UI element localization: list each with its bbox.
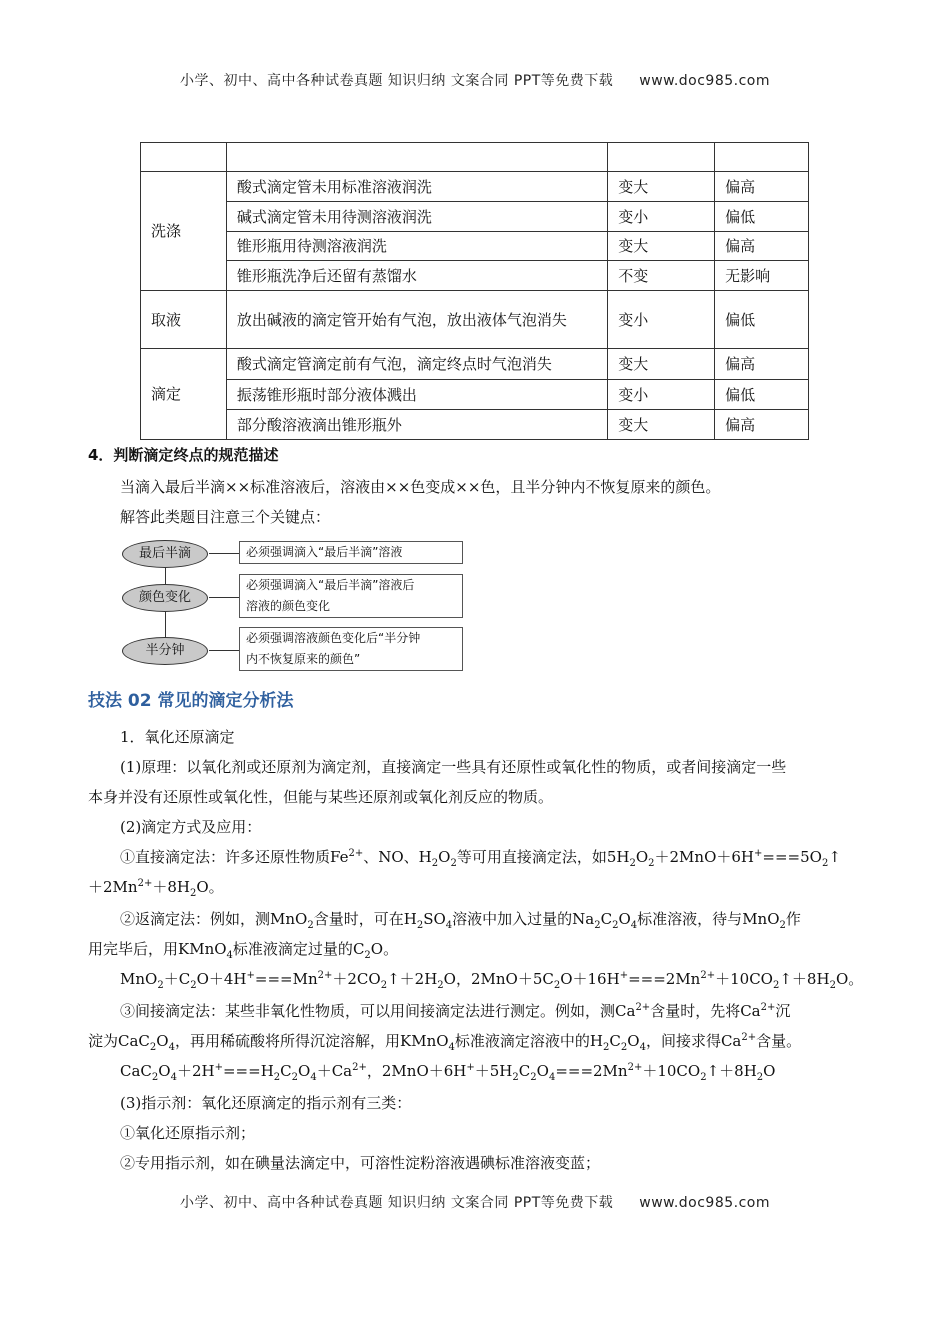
equation-line: $MnO_2+C_2O+4H^+===Mn^{2+}+2CO_2↑+2H_2O$，$2MnO+5C_2O+16H^+===2Mn^{2+}+10CO_2↑+8H_2O$。 (120, 970, 864, 991)
equation-line: $CaC_2O_4+2H^+===H_2C_2O_4+Ca^{2+}$，$2MnO+6H^++5H_2C_2O_4===2Mn^{2+}+10CO_2↑+8H_2O$ (120, 1062, 776, 1083)
error-analysis-table (140, 142, 809, 440)
operation-cell: 碱式滴定管未用待测溶液润洗 (226, 202, 607, 232)
paragraph: (1)原理：以氧化剂或还原剂为滴定剂，直接滴定一些具有还原性或氧化性的物质，或者间接滴定一些 (120, 758, 787, 776)
text-run: 含量时，可在 (313, 910, 404, 928)
table-row (141, 261, 809, 291)
key-point-3-desc-line-2: 内不恢复原来的颜色” (246, 652, 361, 666)
concentration-cell: 偏高 (715, 410, 809, 440)
header-url[interactable]: www.doc985.com (639, 73, 771, 89)
operation-cell: 锥形瓶用待测溶液润洗 (226, 232, 607, 261)
key-point-1-desc: 必须强调滴入“最后半滴”溶液 (239, 541, 463, 564)
concentration-cell: 无影响 (715, 261, 809, 291)
concentration-cell: 偏低 (715, 202, 809, 232)
text-run: 作 (785, 910, 801, 928)
paragraph: 当滴入最后半滴××标准溶液后，溶液由××色变成××色，且半分钟内不恢复原来的颜色。 (120, 478, 721, 496)
connector-line (209, 597, 239, 598)
text-run: ②返滴定法：例如，测 (120, 910, 271, 928)
operation-cell: 酸式滴定管未用标准溶液润洗 (226, 172, 607, 202)
volume-cell: 变大 (608, 349, 715, 380)
equation-line: $+2Mn^{2+}+8H_2O$。 (88, 878, 224, 899)
table-row (141, 349, 809, 380)
page-footer (0, 1192, 950, 1212)
category-cell: 滴定 (141, 349, 227, 440)
paragraph: ②专用指示剂，如在碘量法滴定中，可溶性淀粉溶液遇碘标准溶液变蓝； (120, 1154, 601, 1172)
volume-cell: 变小 (608, 291, 715, 349)
footer-text: 小学、初中、高中各种试卷真题 知识归纳 文案合同 PPT等免费下载 (179, 1195, 614, 1211)
connector-line (209, 553, 239, 554)
text-run: 用完毕后，用 (88, 940, 179, 958)
text-run: 含量时，先将 (650, 1002, 741, 1020)
volume-cell: 变大 (608, 410, 715, 440)
paragraph: 本身并没有还原性或氧化性，但能与某些还原剂或氧化剂反应的物质。 (88, 788, 554, 806)
key-point-3: 半分钟 (122, 637, 208, 665)
table-row (141, 291, 809, 349)
text-run: 含量。 (756, 1032, 802, 1050)
concentration-cell: 偏高 (715, 172, 809, 202)
key-point-1: 最后半滴 (122, 540, 208, 568)
table-row (141, 232, 809, 261)
paragraph: 1．氧化还原滴定 (120, 728, 235, 746)
text-run: ，间接求得 (645, 1032, 721, 1050)
table-header-row (141, 143, 809, 172)
paragraph: (2)滴定方式及应用： (120, 818, 262, 836)
key-point-3-desc (239, 627, 463, 671)
text-run: 标准液滴定过量的 (232, 940, 353, 958)
text-run: ③间接滴定法：某些非氧化性物质，可以用间接滴定法进行测定。例如，测 (120, 1002, 616, 1020)
paragraph: 用完毕后，用KMnO$_4$标准液滴定过量的$C_2O$。 (88, 940, 399, 961)
volume-cell: 变小 (608, 202, 715, 232)
operation-cell: 锥形瓶洗净后还留有蒸馏水 (226, 261, 607, 291)
category-cell: 洗涤 (141, 172, 227, 291)
section-title: 技法 02 常见的滴定分析法 (88, 691, 294, 711)
key-point-3-desc-line-1: 必须强调溶液颜色变化后“半分钟 (246, 631, 421, 645)
page-header (0, 70, 950, 90)
category-cell: 取液 (141, 291, 227, 349)
table-row (141, 202, 809, 232)
text-run: 溶液中加入过量的 (452, 910, 573, 928)
table-row (141, 172, 809, 202)
text-run: 标准溶液，待与 (637, 910, 743, 928)
key-point-2-desc-line-1: 必须强调滴入“最后半滴”溶液后 (246, 578, 415, 592)
concentration-cell: 偏低 (715, 291, 809, 349)
text-run: 沉 (775, 1002, 791, 1020)
operation-cell: 酸式滴定管滴定前有气泡，滴定终点时气泡消失 (226, 349, 607, 380)
key-point-2-desc-line-2: 溶液的颜色变化 (246, 599, 331, 613)
paragraph: (3)指示剂：氧化还原滴定的指示剂有三类： (120, 1094, 412, 1112)
volume-cell: 变小 (608, 380, 715, 410)
text-run: ，再用稀硫酸将所得沉淀溶解，用 (174, 1032, 400, 1050)
paragraph: 解答此类题目注意三个关键点： (120, 508, 331, 526)
operation-cell: 振荡锥形瓶时部分液体溅出 (226, 380, 607, 410)
concentration-cell: 偏低 (715, 380, 809, 410)
table-row (141, 380, 809, 410)
paragraph: ①直接滴定法：许多还原性物质$Fe^{2+}$、NO、$H_2O_2$等可用直接滴定法，如$5H_2O_2+2MnO+6H^+===5O_2↑$ (120, 848, 841, 869)
key-point-2: 颜色变化 (122, 584, 208, 612)
paragraph: ①氧化还原指示剂； (120, 1124, 256, 1142)
text-run: 标准液滴定溶液中的 (454, 1032, 590, 1050)
volume-cell: 变大 (608, 232, 715, 261)
volume-cell: 变大 (608, 172, 715, 202)
section-4-heading: 4．判断滴定终点的规范描述 (88, 446, 279, 464)
text-run: 等可用直接滴定法，如 (456, 848, 607, 866)
volume-cell: 不变 (608, 261, 715, 291)
text-run: 淀为 (88, 1032, 119, 1050)
connector-line (209, 650, 239, 651)
operation-cell: 放出碱液的滴定管开始有气泡，放出液体气泡消失 (226, 291, 607, 349)
paragraph: ②返滴定法：例如，测MnO$_2$含量时，可在$H_2SO_4$溶液中加入过量的$Na_2C_2O_4$标准溶液，待与MnO$_2$作 (120, 910, 801, 931)
concentration-cell: 偏高 (715, 349, 809, 380)
header-text: 小学、初中、高中各种试卷真题 知识归纳 文案合同 PPT等免费下载 (179, 73, 614, 89)
footer-url[interactable]: www.doc985.com (639, 1195, 771, 1211)
table-row (141, 410, 809, 440)
paragraph: ③间接滴定法：某些非氧化性物质，可以用间接滴定法进行测定。例如，测$Ca^{2+}$含量时，先将$Ca^{2+}$沉 (120, 1002, 791, 1020)
operation-cell: 部分酸溶液滴出锥形瓶外 (226, 410, 607, 440)
text-run: ①直接滴定法：许多还原性物质 (120, 848, 331, 866)
paragraph: 淀为$CaC_2O_4$，再用稀硫酸将所得沉淀溶解，用KMnO$_4$标准液滴定溶液中的$H_2C_2O_4$，间接求得$Ca^{2+}$含量。 (88, 1032, 802, 1053)
concentration-cell: 偏高 (715, 232, 809, 261)
key-point-2-desc (239, 574, 463, 618)
